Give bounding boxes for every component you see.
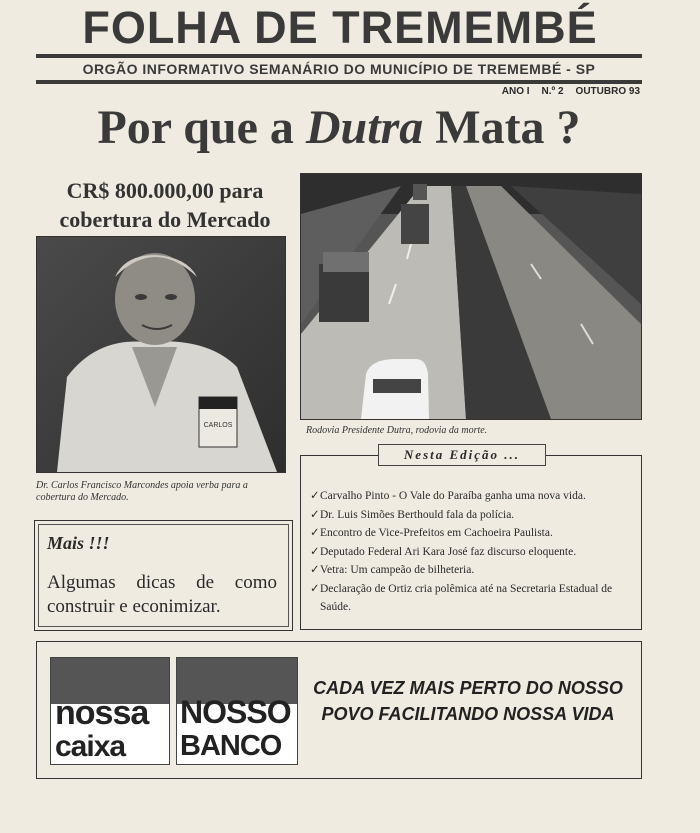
badge-text: CARLOS [203, 422, 233, 429]
headline-part1: Por que a [97, 101, 306, 154]
newspaper-title: FOLHA DE TREMEMBÉ [82, 2, 598, 53]
checkmark-icon: ✓ [310, 545, 320, 558]
masthead-rule-bottom [36, 80, 642, 84]
highway-photo [300, 173, 642, 420]
in-this-edition-title: Nesta Edição ... [378, 444, 546, 466]
portrait-photo [36, 236, 286, 473]
list-item[interactable] [310, 561, 636, 580]
headline-part2: Mata ? [423, 101, 581, 154]
checkmark-icon: ✓ [310, 490, 320, 502]
newspaper-subtitle: ORGÃO INFORMATIVO SEMANÁRIO DO MUNICÍPIO DE TREMEMBÉ - SP [82, 61, 596, 77]
logo2-line1: NOSSO [180, 694, 291, 730]
issue-info [440, 86, 640, 97]
nossa-caixa-logo [50, 657, 170, 765]
highway-caption: Rodovia Presidente Dutra, rodovia da morte. [306, 425, 488, 436]
issue-date: OUTUBRO 93 [575, 86, 640, 97]
more-box-title: Mais !!! [47, 533, 110, 553]
portrait-caption: Dr. Carlos Francisco Marcondes apoia verba para a cobertura do Mercado. [36, 480, 248, 503]
highway-photo-image [301, 174, 641, 419]
logo1-line1: nossa [55, 694, 149, 732]
more-box-text: Algumas dicas de como construir e econimizar. [47, 572, 277, 617]
list-item-text: Deputado Federal Ari Kara José faz discurso eloquente. [320, 545, 577, 558]
logo2-line2: BANCO [180, 730, 282, 762]
logo1-line2: caixa [55, 730, 126, 763]
list-item-text: Declaração de Ortiz cria polêmica até na Secretaria Estadual de Saúde. [320, 582, 613, 613]
list-item[interactable] [310, 580, 636, 617]
checkmark-icon: ✓ [310, 527, 320, 539]
masthead-rule-top [36, 54, 642, 58]
list-item-text: Encontro de Vice-Prefeitos em Cachoeira Paulista. [320, 527, 553, 539]
market-headline-line1: CR$ 800.000,00 para [66, 178, 264, 203]
list-item[interactable] [310, 524, 636, 543]
nosso-banco-logo [176, 657, 298, 765]
list-item[interactable] [310, 543, 636, 562]
list-item-text: Carvalho Pinto - O Vale do Paraíba ganha uma nova vida. [320, 490, 586, 502]
more-box [38, 524, 289, 627]
checkmark-icon: ✓ [310, 564, 320, 576]
checkmark-icon: ✓ [310, 508, 320, 521]
list-item-text: Dr. Luis Simões Berthould fala da polícia. [320, 508, 515, 521]
issue-number: N.º 2 [541, 86, 564, 97]
list-item[interactable] [310, 506, 636, 525]
market-story-headline [38, 176, 292, 234]
headline-emphasis: Dutra [305, 101, 424, 154]
main-headline [36, 98, 642, 158]
issue-year: ANO I [501, 86, 530, 97]
list-item[interactable] [310, 487, 636, 506]
portrait-photo-image [37, 237, 285, 472]
in-this-edition-list [310, 487, 636, 617]
advert-slogan: CADA VEZ MAIS PERTO DO NOSSO POVO FACILITANDO NOSSA VIDA [313, 678, 623, 724]
market-headline-line2: cobertura do Mercado [59, 207, 271, 232]
checkmark-icon: ✓ [310, 582, 320, 595]
list-item-text: Vetra: Um campeão de bilheteria. [320, 564, 475, 576]
